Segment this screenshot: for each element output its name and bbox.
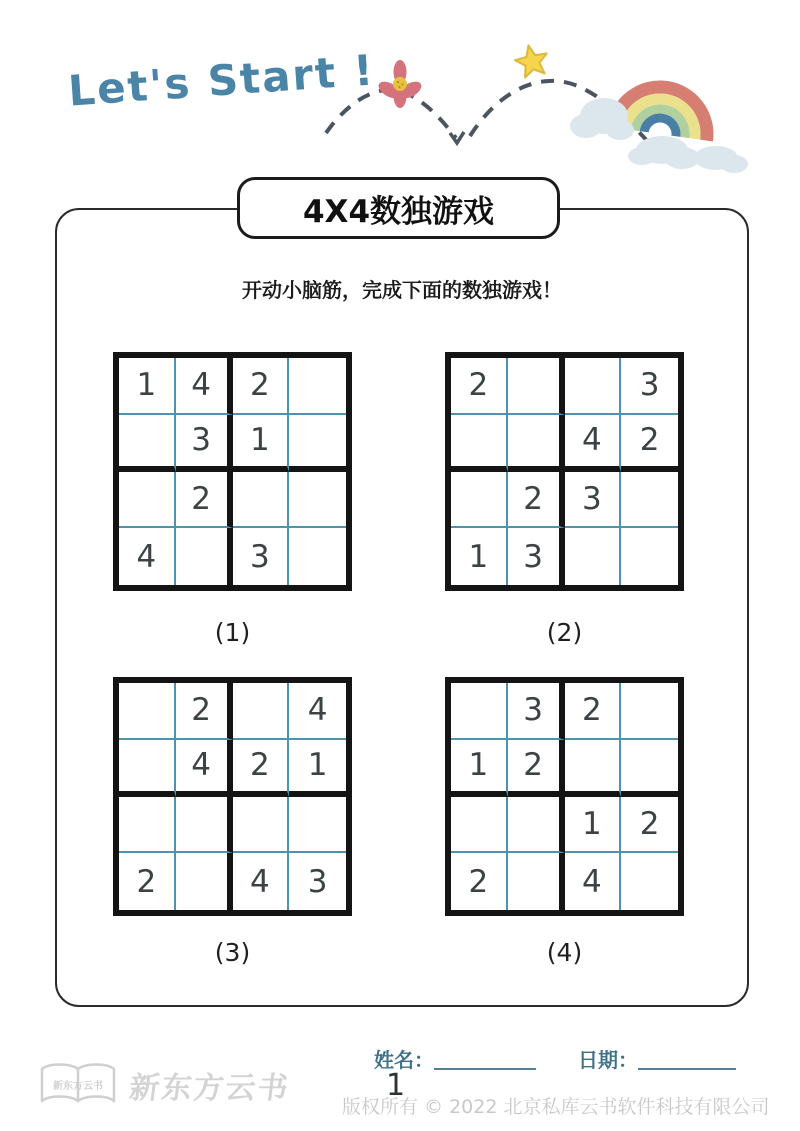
sudoku-cell [176,797,233,854]
sudoku-cell [565,740,622,797]
sudoku-cell [621,853,678,910]
sudoku-cell: 2 [176,472,233,529]
sudoku-grid-3 [113,677,352,916]
sudoku-cell: 2 [508,472,565,529]
sudoku-cell [508,415,565,472]
sudoku-cell [451,472,508,529]
sudoku-cell [508,853,565,910]
date-field [578,1044,736,1073]
sudoku-cell [233,797,290,854]
page-title: 4X4数独游戏 [302,193,495,230]
sudoku-cell [621,472,678,529]
date-input-line [638,1068,736,1070]
sudoku-cell: 4 [565,853,622,910]
sudoku-cell [565,528,622,585]
sudoku-cell [233,472,290,529]
sudoku-cell [621,528,678,585]
sudoku-grid-4 [445,677,684,916]
sudoku-cell: 2 [621,797,678,854]
sudoku-cell [565,358,622,415]
sudoku-cell: 3 [565,472,622,529]
sudoku-cell: 2 [621,415,678,472]
page-number: 1 [386,1068,406,1103]
sudoku-cell [451,797,508,854]
date-label: 日期： [578,1048,638,1072]
lets-start-heading: Let's Start ! [66,45,377,116]
sudoku-cell [233,683,290,740]
sudoku-cell: 2 [565,683,622,740]
logo-book-label: 新东方云书 [53,1081,103,1092]
sudoku-cell: 2 [508,740,565,797]
sudoku-cell: 4 [233,853,290,910]
sudoku-cell [289,358,346,415]
sudoku-cell [119,740,176,797]
header-decoration [318,38,770,176]
sudoku-cell [289,797,346,854]
sudoku-cell: 4 [565,415,622,472]
sudoku-cell [176,528,233,585]
sudoku-cell: 2 [119,853,176,910]
sudoku-cell: 3 [621,358,678,415]
sudoku-cell [289,528,346,585]
sudoku-cell: 1 [119,358,176,415]
logo-text: 新东方云书 [127,1071,292,1106]
sudoku-cell: 4 [176,740,233,797]
sudoku-cell: 4 [176,358,233,415]
sudoku-cell [119,415,176,472]
sudoku-cell [451,415,508,472]
instruction-text: 开动小脑筋，完成下面的数独游戏！ [242,278,562,302]
puzzle-label-4: (4) [546,938,583,967]
sudoku-cell: 3 [508,683,565,740]
name-input-line [434,1068,536,1070]
sudoku-cell [621,683,678,740]
sudoku-grid-2 [445,352,684,591]
sudoku-cell [508,358,565,415]
sudoku-cell: 3 [508,528,565,585]
publisher-logo [36,1060,290,1110]
sudoku-cell: 3 [233,528,290,585]
copyright-text: 版权所有 © 2022 北京私库云书软件科技有限公司 [342,1096,770,1118]
puzzle-label-1: (1) [214,618,251,647]
sudoku-cell: 1 [289,740,346,797]
puzzle-label-3: (3) [214,938,251,967]
book-icon [36,1060,120,1110]
sudoku-cell [176,853,233,910]
sudoku-cell: 1 [233,415,290,472]
sudoku-cell [451,683,508,740]
star-icon [513,42,551,79]
sudoku-cell [289,415,346,472]
sudoku-cell: 4 [289,683,346,740]
sudoku-cell: 2 [176,683,233,740]
title-box [237,177,560,239]
sudoku-cell [119,472,176,529]
sudoku-cell: 2 [451,853,508,910]
sudoku-cell: 4 [119,528,176,585]
sudoku-cell [119,683,176,740]
sudoku-cell [119,797,176,854]
sudoku-cell [621,740,678,797]
sudoku-cell: 1 [565,797,622,854]
flower-icon [376,60,424,108]
sudoku-cell: 2 [233,740,290,797]
sudoku-cell: 1 [451,740,508,797]
puzzle-label-2: (2) [546,618,583,647]
sudoku-cell: 3 [176,415,233,472]
sudoku-grid-1 [113,352,352,591]
sudoku-cell: 3 [307,863,328,900]
sudoku-cell [289,472,346,529]
sudoku-cell: 1 [451,528,508,585]
name-label: 姓名： [374,1048,434,1072]
sudoku-cell [508,797,565,854]
sudoku-cell: 2 [451,358,508,415]
sudoku-cell: 2 [233,358,290,415]
